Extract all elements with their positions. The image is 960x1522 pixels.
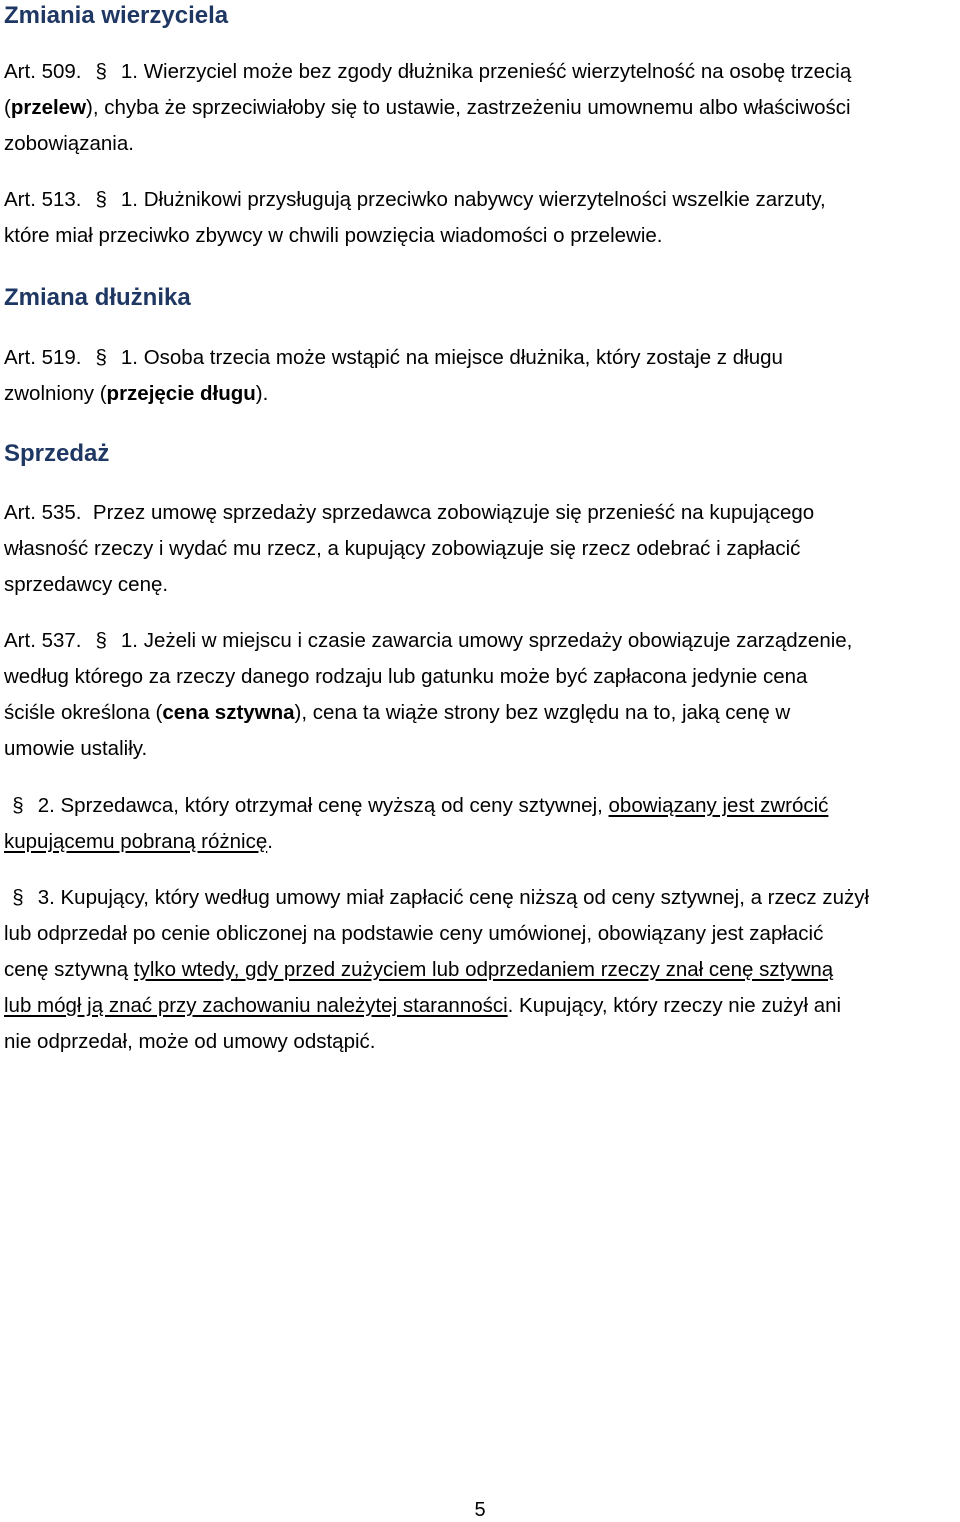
article-number: Art. 509. <box>4 60 82 83</box>
text-fragment: ściśle określona ( <box>4 701 163 724</box>
text-line <box>4 788 956 824</box>
article-number: Art. 513. <box>4 188 82 211</box>
section-sign: § <box>95 346 107 369</box>
text-line <box>4 988 956 1024</box>
text-line: lub odprzedał po cenie obliczonej na podstawie ceny umówionej, obowiązany jest zapłacić <box>4 922 824 945</box>
bold-term: przejęcie długu <box>106 382 256 405</box>
article-537 <box>4 623 956 767</box>
text-line <box>4 695 956 731</box>
section-sign: § <box>12 886 24 909</box>
article-537-paragraph-2 <box>4 788 956 860</box>
text-line: które miał przeciwko zbywcy w chwili powzięcia wiadomości o przelewie. <box>4 224 663 247</box>
text-line <box>4 952 956 988</box>
text-line <box>4 376 956 412</box>
article-text: Przez umowę sprzedaży sprzedawca zobowiązuje się przenieść na kupującego <box>92 501 815 524</box>
text-fragment: ). <box>255 382 269 405</box>
article-number: Art. 535. <box>4 501 82 524</box>
text-line: zobowiązania. <box>4 132 134 155</box>
text-line <box>4 54 956 90</box>
text-line <box>4 623 956 659</box>
article-text: 1. Osoba trzecia może wstąpić na miejsce dłużnika, który zostaje z długu <box>120 346 783 369</box>
text-line: sprzedawcy cenę. <box>4 573 169 596</box>
text-line: według którego za rzeczy danego rodzaju lub gatunku może być zapłacona jedynie cena <box>4 665 808 688</box>
text-line <box>4 880 956 916</box>
text-line <box>4 182 956 218</box>
bold-term: cena sztywna <box>162 701 295 724</box>
underlined-text: kupującemu pobraną różnicę <box>4 830 268 853</box>
article-537-paragraph-3 <box>4 880 956 1060</box>
article-number: Art. 519. <box>4 346 82 369</box>
heading-zmiana-wierzyciela: Zmiania wierzyciela <box>4 2 229 29</box>
text-fragment: . <box>267 830 273 853</box>
text-line: umowie ustaliły. <box>4 737 148 760</box>
article-513 <box>4 182 956 254</box>
article-509 <box>4 54 956 162</box>
text-fragment: ( <box>4 96 11 119</box>
text-fragment: . Kupujący, który rzeczy nie zużył ani <box>507 994 842 1017</box>
heading-zmiana-dluznika: Zmiana dłużnika <box>4 284 191 311</box>
article-535 <box>4 495 956 603</box>
text-line <box>4 495 956 531</box>
section-sign: § <box>95 60 107 83</box>
article-number: Art. 537. <box>4 629 82 652</box>
article-519 <box>4 340 956 412</box>
page-number: 5 <box>474 1499 486 1521</box>
text-line: nie odprzedał, może od umowy odstąpić. <box>4 1030 376 1053</box>
text-fragment: ), cena ta wiąże strony bez względu na to, jaką cenę w <box>294 701 791 724</box>
heading-sprzedaz: Sprzedaż <box>4 440 110 467</box>
bold-term: przelew <box>10 96 87 119</box>
article-text: ), chyba że sprzeciwiałoby się to ustawie, zastrzeżeniu umownemu albo właściwości <box>86 96 851 119</box>
text-line <box>4 90 956 126</box>
article-text: 1. Jeżeli w miejscu i czasie zawarcia umowy sprzedaży obowiązuje zarządzenie, <box>120 629 853 652</box>
article-text: 1. Wierzyciel może bez zgody dłużnika przenieść wierzytelność na osobę trzecią <box>120 60 852 83</box>
section-sign: § <box>95 188 107 211</box>
text-fragment: cenę sztywną <box>4 958 129 981</box>
text-line <box>4 340 956 376</box>
underlined-text: obowiązany jest zwrócić <box>608 794 829 817</box>
underlined-text: lub mógł ją znać przy zachowaniu należytej staranności <box>4 994 508 1017</box>
underlined-text: tylko wtedy, gdy przed zużyciem lub odprzedaniem rzeczy znał cenę sztywną <box>133 958 834 981</box>
text-line: własność rzeczy i wydać mu rzecz, a kupujący zobowiązuje się rzecz odebrać i zapłacić <box>4 537 801 560</box>
article-text: 3. Kupujący, który według umowy miał zapłacić cenę niższą od ceny sztywnej, a rzecz zużył <box>37 886 870 909</box>
article-text: 1. Dłużnikowi przysługują przeciwko nabywcy wierzytelności wszelkie zarzuty, <box>120 188 826 211</box>
article-text: 2. Sprzedawca, który otrzymał cenę wyższą od ceny sztywnej, <box>37 794 603 817</box>
section-sign: § <box>95 629 107 652</box>
text-fragment: zwolniony ( <box>4 382 107 405</box>
text-line <box>4 824 956 860</box>
section-sign: § <box>12 794 24 817</box>
